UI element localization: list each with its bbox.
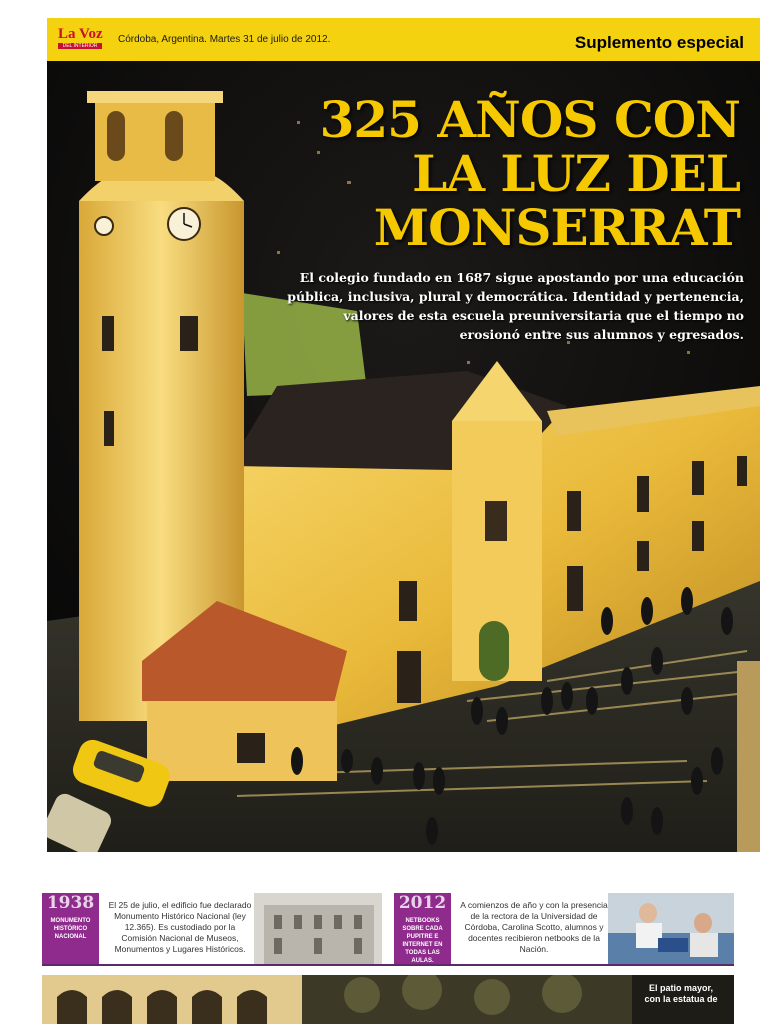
timeline-strip [42, 893, 734, 966]
timeline-text: El 25 de julio, el edificio fue declarado Monumento Histórico Nacional (ley 12.365). Es custodiado por la Comisión Nacional de Museos, Monumentos y Lugares Históricos. [108, 900, 252, 954]
timeline-photo-building-1938 [254, 893, 382, 964]
timeline-text: A comienzos de año y con la presencia de la rectora de la Universidad de Córdoba, Carolina Scotto, alumnos y docentes recibieron netbooks de la Nación. [460, 900, 608, 954]
masthead [47, 18, 760, 61]
patio-photo [42, 975, 734, 1024]
headline-line: LA LUZ DEL [412, 144, 740, 203]
timeline-year-block [42, 893, 99, 964]
timeline-year: 2012 [398, 893, 447, 913]
front-page [47, 18, 760, 852]
section-title: Suplemento especial [574, 33, 744, 52]
timeline-photo-netbooks-2012 [608, 893, 734, 964]
lede-paragraph: El colegio fundado en 1687 sigue apostando por una educación pública, inclusiva, plural y democrática. Identidad y pertenencia, valores de esta escuela preuniversitaria que el tiempo no erosionó entre sus alumnos y egresados. [287, 270, 744, 342]
newspaper-logo[interactable] [58, 26, 102, 52]
logo-subtitle: DEL INTERIOR [58, 43, 102, 49]
bottom-photo-patio [42, 975, 734, 1024]
timeline-year: 1938 [46, 893, 95, 913]
timeline-label: MONUMENTO HISTÓRICO NACIONAL [50, 918, 91, 940]
photo-caption: El patio mayor, con la estatua de [644, 983, 718, 1004]
dateline: Córdoba, Argentina. Martes 31 de julio de 2012. [118, 34, 331, 45]
headline-line: MONSERRAT [373, 198, 740, 257]
timeline-year-block [394, 893, 451, 964]
timeline-rule [42, 964, 734, 966]
logo-text: La Voz [58, 26, 103, 42]
headline-line: 325 AÑOS CON [319, 90, 740, 149]
headline [319, 90, 740, 257]
timeline-label: NETBOOKS SOBRE CADA PUPITRE E INTERNET EN TODAS LAS AULAS. [402, 918, 443, 964]
